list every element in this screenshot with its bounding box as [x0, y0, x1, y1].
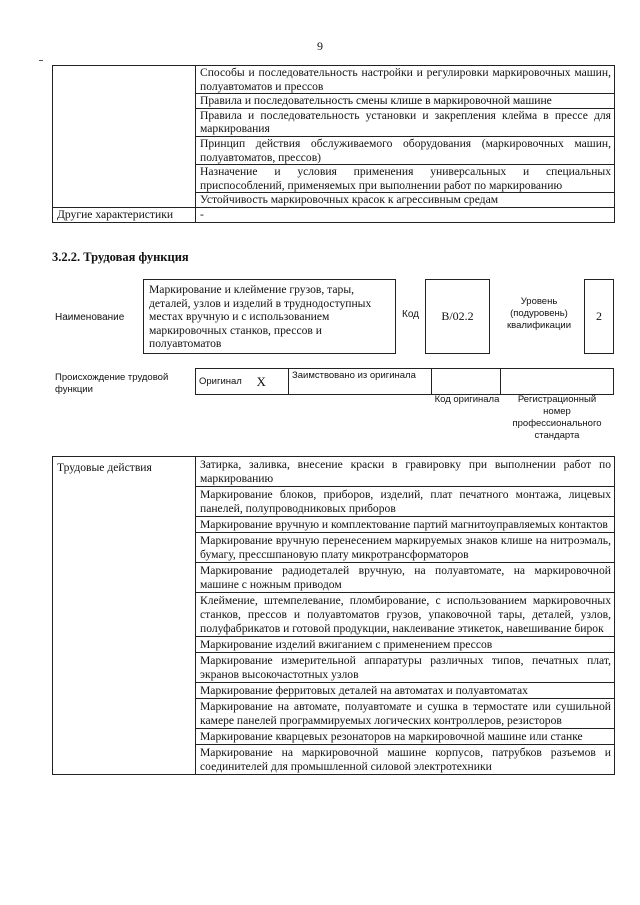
other-characteristics-label: Другие характеристики — [53, 207, 196, 222]
action-item: Маркирование ферритовых деталей на автоматах и полуавтоматах — [196, 683, 615, 699]
knowledge-label-cell — [53, 66, 196, 208]
actions-table — [52, 456, 615, 775]
origin-label-text: Происхождение трудовой функции — [55, 372, 169, 395]
action-item: Маркирование на автомате, полуавтомате и сушка в термостате или сушильной камере панелей программируемых логических контроллеров, резисторов — [196, 699, 615, 729]
origin-table — [195, 368, 614, 395]
original-mark-text: X — [256, 373, 266, 389]
code-value: B/02.2 — [441, 309, 474, 323]
table-row — [196, 369, 614, 395]
borrowed-label: Заимствовано из оригинала — [289, 369, 432, 395]
table-row — [53, 207, 615, 222]
action-item: Маркирование вручную и комплектование партий магнитоуправляемых контактов — [196, 517, 615, 533]
knowledge-item: Правила и последовательность смены клише в маркировочной машине — [196, 94, 615, 109]
level-label: Уровень (подуровень) квалификации — [506, 296, 572, 331]
origin-label — [55, 372, 183, 396]
level-value: 2 — [596, 309, 602, 323]
name-label: Наименование — [55, 312, 125, 323]
actions-label: Трудовые действия — [53, 457, 196, 775]
knowledge-item: Устойчивость маркировочных красок к агрессивным средам — [196, 193, 615, 208]
original-mark — [254, 369, 289, 395]
reg-number-cell — [501, 369, 614, 395]
action-item: Маркирование блоков, приборов, изделий, плат печатного монтажа, лицевых панелей, полупроводниковых приборов — [196, 487, 615, 517]
action-item: Затирка, заливка, внесение краски в гравировку при выполнении работ по маркированию — [196, 457, 615, 487]
section-title: 3.2.2. Трудовая функция — [52, 250, 189, 264]
function-name-box — [143, 279, 396, 354]
code-box — [425, 279, 490, 354]
table-row — [53, 457, 615, 487]
origin-code-caption: Код оригинала — [434, 394, 500, 405]
knowledge-item: Правила и последовательность установки и закрепления клейма в прессе для маркирования — [196, 108, 615, 136]
knowledge-item: Назначение и условия применения универсальных и специальных приспособлений, применяемых при выполнении работ по маркированию — [196, 165, 615, 193]
page-number: 9 — [317, 39, 323, 53]
action-item: Маркирование радиодеталей вручную, на полуавтомате, на маркировочной машине с ножным приводом — [196, 563, 615, 593]
reg-number-caption: Регистрационный номер профессионального стандарта — [512, 394, 602, 441]
action-item: Маркирование измерительной аппаратуры различных типов, печатных плат, экранов высокочастотных узлов — [196, 653, 615, 683]
function-name-value: Маркирование и клеймение грузов, тары, деталей, узлов и изделий в труднодоступных местах вручную и с использованием маркировочных станков, прессов и полуавтоматов — [149, 283, 372, 351]
action-item: Клеймение, штемпелевание, пломбирование, с использованием маркировочных станков, прессов и полуавтоматов грузов, упаковочной тары, деталей, узлов, полуфабрикатов и готовой продукции, наклеивание этикеток, навешивание бирок — [196, 593, 615, 637]
origin-code-cell — [432, 369, 501, 395]
action-item: Маркирование вручную перенесением маркируемых знаков клише на нитроэмаль, бумагу, прессшпановую плату микротрансформаторов — [196, 533, 615, 563]
other-characteristics-value: - — [196, 207, 615, 222]
knowledge-item: Способы и последовательность настройки и регулировки маркировочных машин, полуавтоматов и прессов — [196, 66, 615, 94]
action-item: Маркирование кварцевых резонаторов на маркировочной машине или станке — [196, 729, 615, 745]
knowledge-item: Принцип действия обслуживаемого оборудования (маркировочных машин, полуавтоматов, прессов) — [196, 136, 615, 164]
action-item: Маркирование на маркировочной машине корпусов, патрубков разъемов и соединителей для промышленной силовой электротехники — [196, 745, 615, 775]
margin-mark — [39, 60, 43, 61]
knowledge-table — [52, 65, 615, 223]
level-box — [584, 279, 614, 354]
action-item: Маркирование изделий вжиганием с применением прессов — [196, 637, 615, 653]
code-label: Код — [402, 309, 420, 320]
original-label: Оригинал — [196, 369, 254, 395]
table-row — [53, 66, 615, 94]
